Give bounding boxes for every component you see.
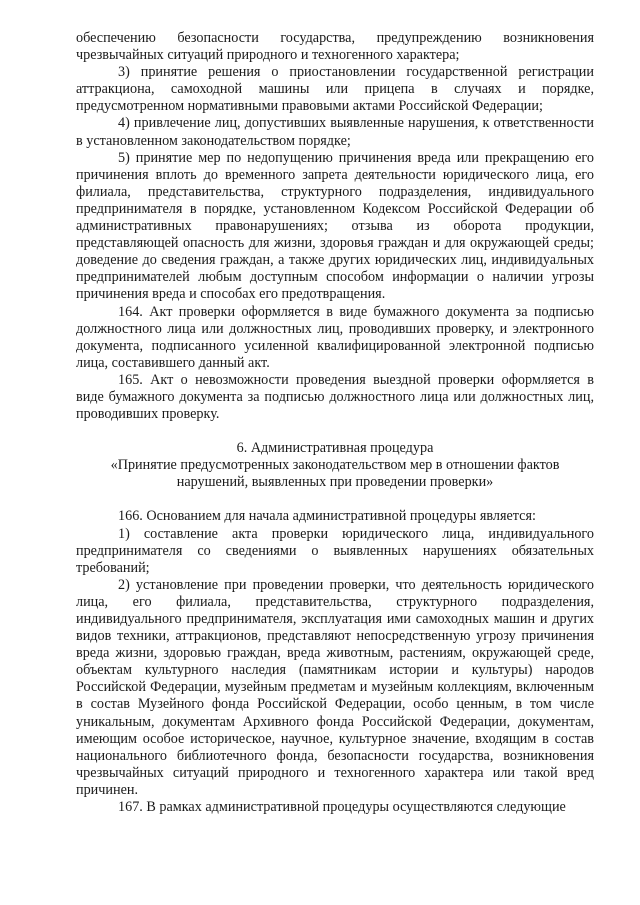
paragraph-166-item-2: 2) установление при проведении проверки, что деятельность юридического лица, его филиала, представительства, структурного подразделения, индивидуального предпринимателя, эксплуатация ими самоходных машин и других видов техники, аттракционов, представляют непосредственную угрозу причинения вреда жизни, здоровью граждан, вреда животным, растениям, окружающей среде, объектам культурного наследия (памятникам истории и культуры) народов Российской Федерации, музейным предметам и музейным коллекциям, включенным в состав Музейного фонда Российской Федерации, особо ценным, в том числе уникальным, документам Архивного фонда Российской Федерации, документам, имеющим особое историческое, научное, культурное значение, входящим в состав национального библиотечного фонда, безопасности государства, возникновения чрезвычайных ситуаций природного и техногенного характера или такой вред причинен. [76, 576, 594, 798]
paragraph-item-3: 3) принятие решения о приостановлении государственной регистрации аттракциона, самоходной машины или прицепа в случаях и порядке, предусмотренном нормативными правовыми актами Российской Федерации; [76, 64, 594, 115]
spacer [76, 423, 594, 440]
section-title: 6. Административная процедура [236, 440, 434, 457]
paragraph-item-4: 4) привлечение лиц, допустивших выявленные нарушения, к ответственности в установленном законодательством порядке; [76, 115, 594, 149]
paragraph-165: 165. Акт о невозможности проведения выездной проверки оформляется в виде бумажного документа за подписью должностного лица или должностных лиц, проводивших проверку. [76, 371, 594, 423]
paragraph-166: 166. Основанием для начала административной процедуры является: [118, 508, 536, 525]
paragraph-164: 164. Акт проверки оформляется в виде бумажного документа за подписью должностного лица или должностных лиц, проводивших проверку, и электронного документа, подписанного усиленной квалифицированной электронной подписью лица, составившего данный акт. [76, 303, 594, 371]
paragraph-166-item-1: 1) составление акта проверки юридического лица, индивидуального предпринимателя со сведениями о выявленных нарушениях обязательных требований; [76, 525, 594, 576]
spacer [76, 491, 594, 508]
paragraph-167: 167. В рамках административной процедуры осуществляются следующие [118, 799, 566, 816]
section-subtitle: «Принятие предусмотренных законодательством мер в отношении фактов нарушений, выявленных при проведении проверки» [110, 457, 560, 491]
paragraph-continuation: обеспечению безопасности государства, предупреждению возникновения чрезвычайных ситуаций природного и техногенного характера; [76, 30, 594, 64]
paragraph-item-5: 5) принятие мер по недопущению причинения вреда или прекращению его причинения вплоть до временного запрета деятельности юридического лица, его филиала, представительства, структурного подразделения, индивидуального предпринимателя в порядке, установленном Кодексом Российской Федерации об административных правонарушениях; отзыва из оборота продукции, представляющей опасность для жизни, здоровья граждан и для окружающей среды; доведение до сведения граждан, а также других юридических лиц, индивидуальных предпринимателей любым доступным способом информации о наличии угрозы причинения вреда и способах его предотвращения. [76, 149, 594, 303]
document-page [76, 30, 594, 816]
